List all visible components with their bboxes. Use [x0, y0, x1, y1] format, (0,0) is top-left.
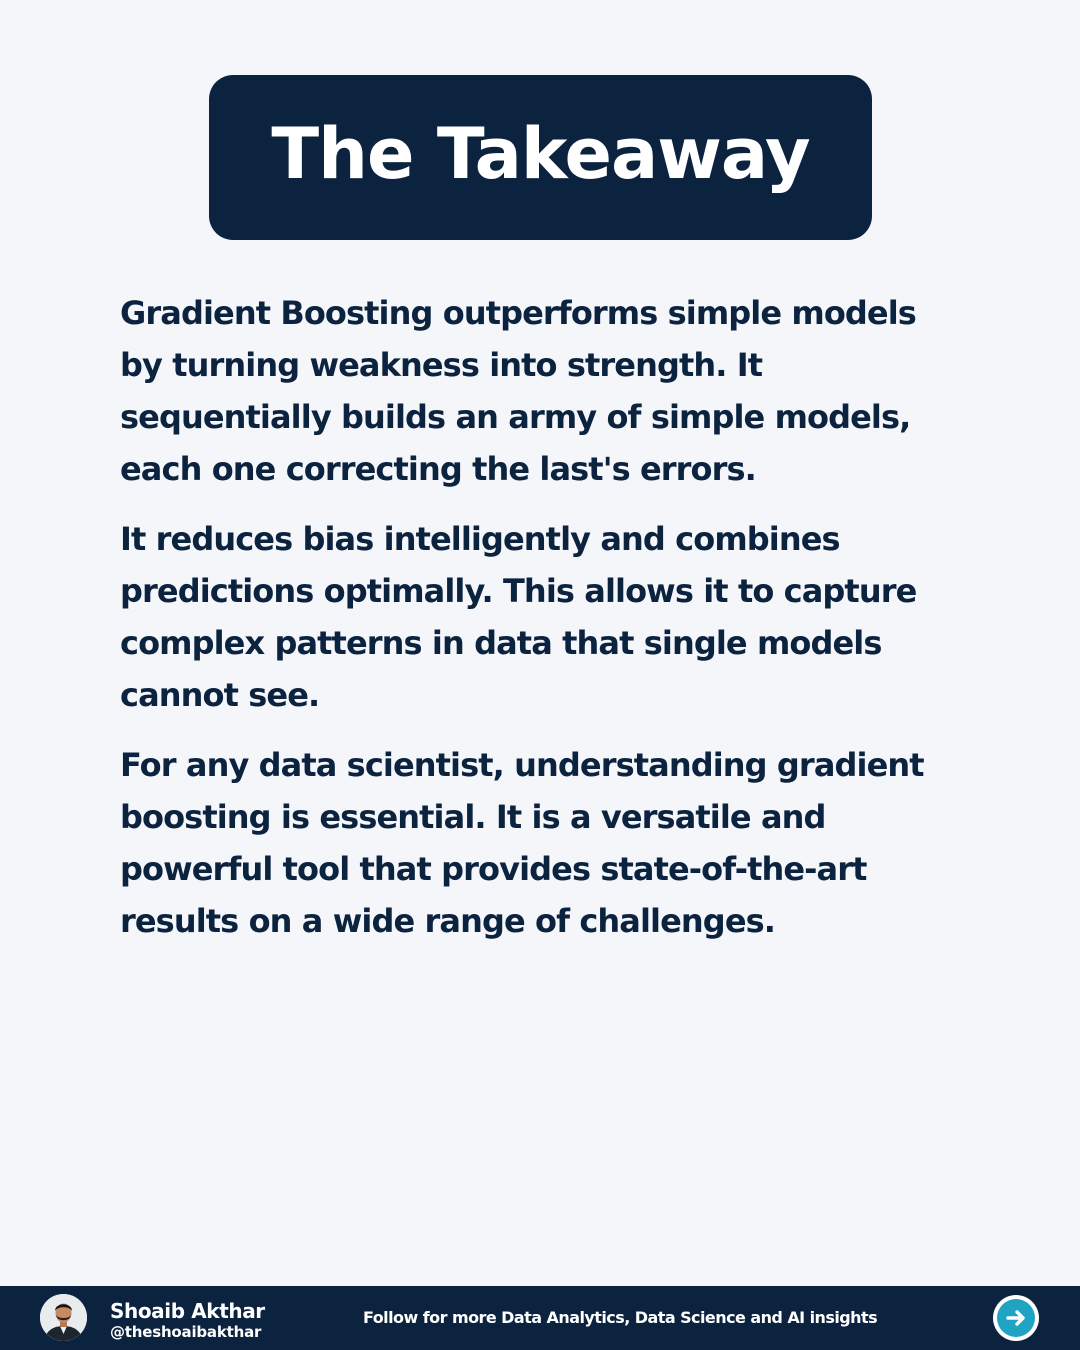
takeaway-body	[120, 287, 950, 965]
footer-bar	[0, 1286, 1080, 1350]
next-slide-button[interactable]	[993, 1295, 1039, 1341]
avatar[interactable]	[40, 1294, 87, 1341]
author-name: Shoaib Akthar	[110, 1299, 265, 1323]
page-title: The Takeaway	[271, 112, 810, 195]
avatar-portrait-icon	[40, 1294, 87, 1341]
title-banner	[209, 75, 872, 240]
paragraph-2: It reduces bias intelligently and combines predictions optimally. This allows it to capture complex patterns in data that single models cannot see.	[120, 520, 917, 714]
paragraph-1: Gradient Boosting outperforms simple models by turning weakness into strength. It sequentially builds an army of simple models, each one correcting the last's errors.	[120, 294, 916, 488]
arrow-right-circle-icon	[997, 1299, 1035, 1337]
paragraph-3: For any data scientist, understanding gradient boosting is essential. It is a versatile and powerful tool that provides state-of-the-art results on a wide range of challenges.	[120, 746, 924, 940]
follow-cta-text: Follow for more Data Analytics, Data Science and AI insights	[363, 1308, 878, 1327]
author-handle[interactable]: @theshoaibakthar	[110, 1323, 262, 1341]
